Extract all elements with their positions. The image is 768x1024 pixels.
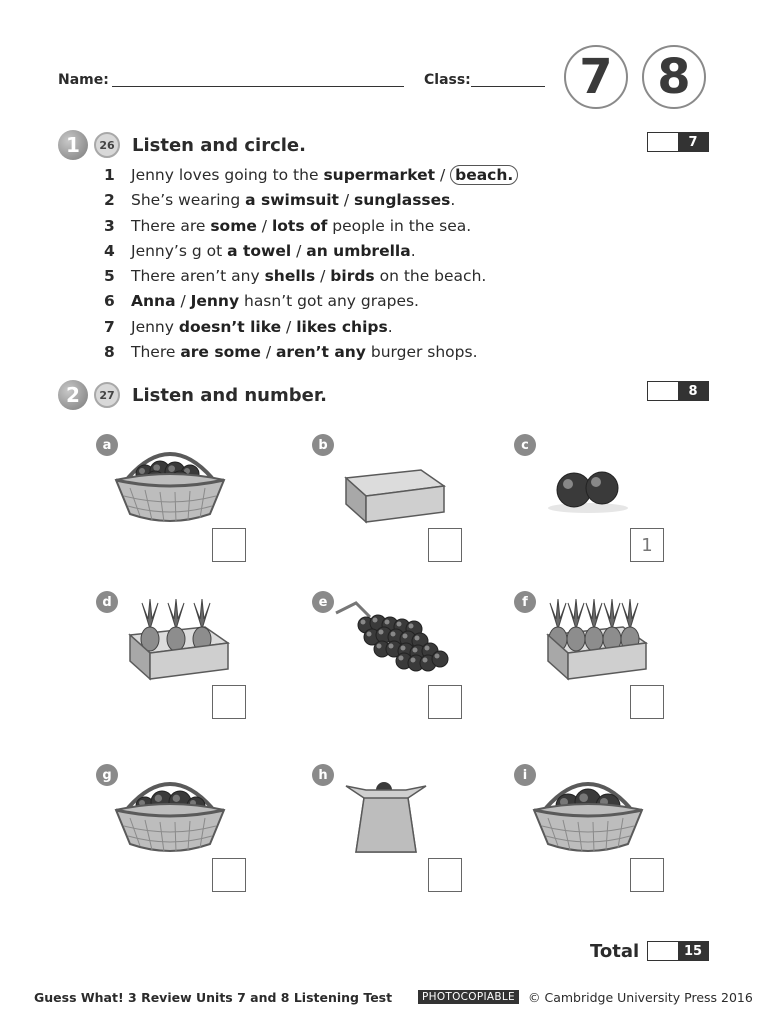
sentence-text: .	[410, 241, 416, 260]
answer-option[interactable]: some	[210, 216, 257, 235]
sentence-text: Jenny	[131, 317, 179, 336]
answer-box[interactable]	[212, 528, 246, 562]
answer-option[interactable]: shells	[264, 267, 316, 286]
sentence-text: There aren’t any	[131, 267, 265, 286]
exercise-title: Listen and circle.	[132, 134, 306, 156]
exercise-number-badge: 2	[58, 380, 88, 410]
answer-box[interactable]: 1	[630, 528, 664, 562]
answer-option[interactable]: birds	[330, 267, 375, 286]
sentence-text: /	[175, 292, 191, 311]
sentence-text: /	[260, 343, 276, 362]
basket-of-fruit-icon	[110, 438, 230, 532]
cd-track-badge: 26	[94, 132, 120, 158]
sentence-text: There	[131, 343, 181, 362]
box-of-pineapples-icon	[110, 595, 240, 689]
unit-circle-7: 7	[564, 45, 628, 109]
exercise-1-score-box	[647, 132, 709, 152]
sentence-text: /	[435, 166, 451, 184]
answer-box[interactable]	[630, 858, 664, 892]
list-item	[104, 289, 664, 314]
list-item	[104, 315, 664, 340]
sentence-text: burger shops.	[365, 343, 478, 362]
picture-letter: b	[312, 434, 334, 456]
list-item	[104, 163, 664, 188]
item-sentence	[131, 289, 419, 314]
circled-answer-option[interactable]: beach.	[450, 165, 518, 185]
exercise-title: Listen and number.	[132, 384, 327, 406]
sentence-text: /	[338, 191, 355, 210]
answer-box[interactable]	[212, 858, 246, 892]
item-number: 2	[104, 191, 115, 210]
bunch-of-grapes-icon	[326, 595, 456, 689]
class-label: Class:	[424, 72, 471, 88]
class-field[interactable]	[471, 86, 545, 87]
answer-option[interactable]: supermarket	[323, 166, 436, 184]
box-of-fruit-icon	[326, 768, 446, 862]
list-item	[104, 214, 664, 239]
item-sentence	[131, 340, 478, 365]
item-number: 7	[104, 317, 115, 336]
two-fruits-icon	[528, 438, 648, 532]
list-item	[104, 188, 664, 213]
sentence-text: /	[315, 267, 331, 286]
answer-box[interactable]	[428, 685, 462, 719]
sentence-text: Jenny loves going to the	[131, 166, 324, 184]
sentence-text: Jenny’s g ot	[131, 241, 228, 260]
crate-of-pineapples-icon	[528, 595, 658, 689]
item-sentence	[131, 163, 518, 188]
sentence-text: .	[450, 191, 456, 210]
picture-letter: i	[514, 764, 536, 786]
unit-circle-8: 8	[642, 45, 706, 109]
picture-letter: d	[96, 591, 118, 613]
item-sentence	[131, 188, 455, 213]
answer-option[interactable]: a towel	[227, 241, 292, 260]
answer-box[interactable]	[428, 858, 462, 892]
item-number: 1	[104, 166, 115, 184]
basket-of-fruit-icon	[528, 768, 648, 862]
answer-option[interactable]: an umbrella	[306, 241, 411, 260]
exercise-2-score-box	[647, 381, 709, 401]
answer-option[interactable]: a swimsuit	[245, 191, 339, 210]
picture-letter: a	[96, 434, 118, 456]
sentence-text: hasn’t got any grapes.	[239, 292, 419, 311]
answer-box[interactable]	[630, 685, 664, 719]
answer-option[interactable]: Anna	[131, 292, 176, 311]
answer-option[interactable]: sunglasses	[354, 191, 451, 210]
list-item	[104, 264, 664, 289]
picture-letter: g	[96, 764, 118, 786]
score-blank[interactable]	[648, 133, 678, 151]
item-sentence	[131, 264, 486, 289]
photocopiable-badge: PHOTOCOPIABLE	[418, 990, 519, 1004]
answer-option[interactable]: are some	[180, 343, 261, 362]
picture-letter: h	[312, 764, 334, 786]
sentence-text: .	[387, 317, 393, 336]
item-number: 3	[104, 216, 115, 235]
answer-option[interactable]: likes chips	[296, 317, 388, 336]
sentence-text: /	[291, 241, 307, 260]
sentence-text: /	[281, 317, 297, 336]
answer-option[interactable]: doesn’t like	[178, 317, 282, 336]
list-item	[104, 239, 664, 264]
item-number: 8	[104, 343, 115, 362]
sentence-text: people in the sea.	[327, 216, 472, 235]
answer-option[interactable]: aren’t any	[275, 343, 366, 362]
cd-track-badge: 27	[94, 382, 120, 408]
list-item	[104, 340, 664, 365]
answer-option[interactable]: Jenny	[190, 292, 240, 311]
picture-letter: e	[312, 591, 334, 613]
sentence-text: There are	[131, 216, 211, 235]
footer-title: Guess What! 3 Review Units 7 and 8 Listening Test	[34, 990, 393, 1005]
answer-option[interactable]: lots of	[271, 216, 328, 235]
score-max: 15	[678, 942, 708, 960]
basket-of-fruit-icon	[110, 768, 230, 862]
exercise-1-header	[58, 130, 306, 160]
score-max: 7	[678, 133, 708, 151]
score-blank[interactable]	[648, 942, 678, 960]
item-number: 5	[104, 267, 115, 286]
copyright-text: © Cambridge University Press 2016	[528, 990, 753, 1005]
score-blank[interactable]	[648, 382, 678, 400]
empty-box-icon	[326, 438, 456, 532]
total-score-box	[647, 941, 709, 961]
item-number: 4	[104, 241, 115, 260]
exercise-2-header	[58, 380, 327, 410]
item-sentence	[131, 239, 416, 264]
sentence-text: /	[256, 216, 272, 235]
answer-box[interactable]	[428, 528, 462, 562]
sentence-text: on the beach.	[374, 267, 487, 286]
item-sentence	[131, 214, 471, 239]
item-number: 6	[104, 292, 115, 311]
picture-letter: f	[514, 591, 536, 613]
item-sentence	[131, 315, 393, 340]
total-label: Total	[590, 941, 640, 962]
score-max: 8	[678, 382, 708, 400]
name-field[interactable]	[112, 86, 404, 87]
exercise-number-badge: 1	[58, 130, 88, 160]
picture-letter: c	[514, 434, 536, 456]
answer-box[interactable]	[212, 685, 246, 719]
name-label: Name:	[58, 72, 109, 88]
sentence-text: She’s wearing	[131, 191, 246, 210]
exercise-1-items	[104, 163, 664, 365]
